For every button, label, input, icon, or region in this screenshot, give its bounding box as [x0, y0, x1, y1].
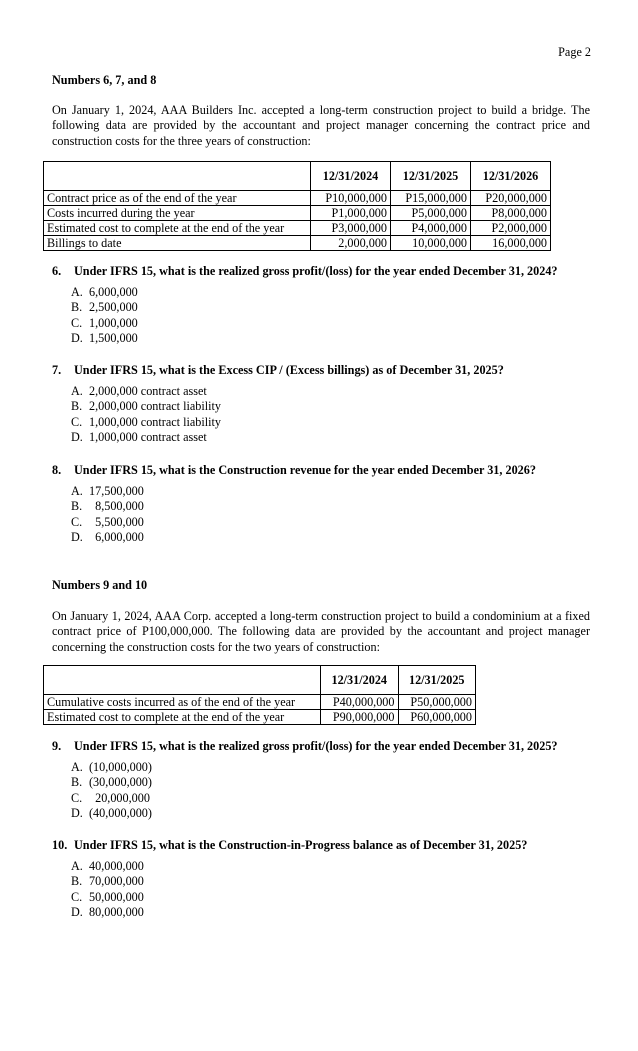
choice-item[interactable] [71, 384, 221, 399]
question-number: 9. [52, 739, 62, 753]
choice-text: 40,000,000 [89, 859, 144, 873]
choice-list [71, 760, 152, 822]
problem-intro: On January 1, 2024, AAA Builders Inc. accepted a long-term construction project to build a bridge. The following data are provided by the accountant and project manager concerning the contract price and construction costs for the three years of construction: [52, 103, 590, 148]
question-text: Under IFRS 15, what is the realized gross profit/(loss) for the year ended December 31, 2025? [74, 739, 558, 753]
choice-text: 20,000,000 [89, 790, 150, 805]
choice-item[interactable] [71, 791, 152, 806]
table-cell: P5,000,000 [391, 206, 471, 221]
choice-list [71, 285, 138, 347]
question-9 [52, 739, 558, 754]
choice-letter: A. [71, 760, 83, 774]
choice-item[interactable] [71, 760, 152, 775]
choice-letter: B. [71, 300, 83, 315]
choice-text: 1,000,000 [89, 315, 138, 330]
choice-item[interactable] [71, 874, 144, 889]
table-header-cell: 12/31/2025 [391, 162, 471, 191]
choice-letter: A. [71, 285, 83, 299]
choice-item[interactable] [71, 775, 152, 790]
choice-text: 1,000,000 contract liability [89, 414, 222, 429]
table-cell: Cumulative costs incurred as of the end of the year [44, 695, 321, 710]
choice-item[interactable] [71, 430, 221, 445]
choice-letter: B. [71, 399, 83, 414]
table-cell: Billings to date [44, 236, 311, 251]
choice-item[interactable] [71, 316, 138, 331]
table-cell: P8,000,000 [471, 206, 551, 221]
choice-letter: B. [71, 874, 83, 889]
choice-item[interactable] [71, 484, 144, 499]
table-header-row [44, 666, 476, 695]
choice-text: (30,000,000) [89, 775, 152, 790]
choice-text: 2,500,000 [89, 300, 138, 315]
question-number: 7. [52, 363, 62, 377]
choice-letter: B. [71, 775, 83, 790]
table-cell: P2,000,000 [471, 221, 551, 236]
choice-letter: A. [71, 384, 83, 398]
section-heading: Numbers 9 and 10 [52, 578, 148, 592]
choice-text: 2,000,000 contract liability [89, 399, 222, 414]
choice-letter: C. [71, 790, 83, 805]
choice-item[interactable] [71, 905, 144, 920]
choice-letter: D. [71, 530, 83, 545]
section-heading: Numbers 6, 7, and 8 [52, 73, 157, 87]
table-row [44, 191, 551, 206]
table-row [44, 710, 476, 725]
choice-text: 1,000,000 contract asset [89, 430, 207, 445]
question-8 [52, 463, 536, 478]
table-cell: 2,000,000 [311, 236, 391, 251]
choice-letter: C. [71, 414, 83, 429]
table-row [44, 695, 476, 710]
choice-item[interactable] [71, 515, 144, 530]
table-cell: P3,000,000 [311, 221, 391, 236]
choice-text: 80,000,000 [89, 905, 144, 920]
choice-text: 17,500,000 [89, 484, 144, 498]
question-text: Under IFRS 15, what is the Excess CIP / (Excess billings) as of December 31, 2025? [74, 363, 504, 377]
choice-item[interactable] [71, 499, 144, 514]
choice-item[interactable] [71, 859, 144, 874]
problem-intro: On January 1, 2024, AAA Corp. accepted a long-term construction project to build a condominium at a fixed contract price of P100,000,000. The following data are provided by the accountant and project manager concerning the construction costs for the two years of construction: [52, 609, 590, 654]
table-cell: Estimated cost to complete at the end of the year [44, 221, 311, 236]
choice-letter: C. [71, 514, 83, 529]
choice-item[interactable] [71, 890, 144, 905]
question-text: Under IFRS 15, what is the realized gross profit/(loss) for the year ended December 31, 2024? [74, 264, 558, 278]
question-7 [52, 363, 504, 378]
choice-letter: D. [71, 905, 83, 920]
table-cell: 16,000,000 [471, 236, 551, 251]
choice-letter: A. [71, 484, 83, 498]
table-row [44, 236, 551, 251]
table-cell: P1,000,000 [311, 206, 391, 221]
choice-list [71, 859, 144, 921]
choice-letter: D. [71, 806, 83, 821]
table-row [44, 206, 551, 221]
table-row [44, 221, 551, 236]
choice-letter: C. [71, 315, 83, 330]
choice-item[interactable] [71, 399, 221, 414]
choice-letter: B. [71, 499, 83, 514]
table-header-row [44, 162, 551, 191]
choice-item[interactable] [71, 331, 138, 346]
cost-data-table [43, 665, 476, 725]
table-cell: P10,000,000 [311, 191, 391, 206]
table-header-cell: 12/31/2024 [321, 666, 399, 695]
table-header-cell: 12/31/2025 [398, 666, 476, 695]
table-cell: P40,000,000 [321, 695, 399, 710]
choice-letter: D. [71, 331, 83, 346]
table-cell: P15,000,000 [391, 191, 471, 206]
contract-data-table [43, 161, 551, 251]
table-cell: P20,000,000 [471, 191, 551, 206]
choice-text: 6,000,000 [89, 530, 144, 545]
question-6 [52, 264, 558, 279]
choice-item[interactable] [71, 530, 144, 545]
table-cell: P50,000,000 [398, 695, 476, 710]
choice-item[interactable] [71, 300, 138, 315]
table-cell: P4,000,000 [391, 221, 471, 236]
table-cell: P60,000,000 [398, 710, 476, 725]
choice-item[interactable] [71, 806, 152, 821]
choice-text: 70,000,000 [89, 874, 144, 889]
choice-letter: A. [71, 859, 83, 873]
choice-letter: D. [71, 430, 83, 445]
choice-text: 50,000,000 [89, 889, 144, 904]
question-number: 10. [52, 838, 68, 852]
choice-text: 6,000,000 [89, 285, 138, 299]
question-number: 6. [52, 264, 62, 278]
choice-item[interactable] [71, 415, 221, 430]
table-cell: Contract price as of the end of the year [44, 191, 311, 206]
table-cell: P90,000,000 [321, 710, 399, 725]
question-text: Under IFRS 15, what is the Construction revenue for the year ended December 31, 2026? [74, 463, 536, 477]
choice-text: (10,000,000) [89, 760, 152, 774]
table-cell: Costs incurred during the year [44, 206, 311, 221]
table-header-cell: 12/31/2026 [471, 162, 551, 191]
question-10 [52, 838, 527, 853]
page-number: Page 2 [558, 45, 591, 59]
table-header-cell [44, 162, 311, 191]
choice-text: (40,000,000) [89, 806, 152, 821]
table-header-cell: 12/31/2024 [311, 162, 391, 191]
choice-text: 1,500,000 [89, 331, 138, 346]
choice-list [71, 484, 144, 546]
table-header-cell [44, 666, 321, 695]
choice-list [71, 384, 221, 446]
table-cell: Estimated cost to complete at the end of the year [44, 710, 321, 725]
question-text: Under IFRS 15, what is the Construction-in-Progress balance as of December 31, 2025? [74, 838, 528, 852]
choice-text: 2,000,000 contract asset [89, 384, 207, 398]
choice-item[interactable] [71, 285, 138, 300]
table-cell: 10,000,000 [391, 236, 471, 251]
choice-letter: C. [71, 889, 83, 904]
choice-text: 8,500,000 [89, 499, 144, 514]
question-number: 8. [52, 463, 62, 477]
choice-text: 5,500,000 [89, 514, 144, 529]
